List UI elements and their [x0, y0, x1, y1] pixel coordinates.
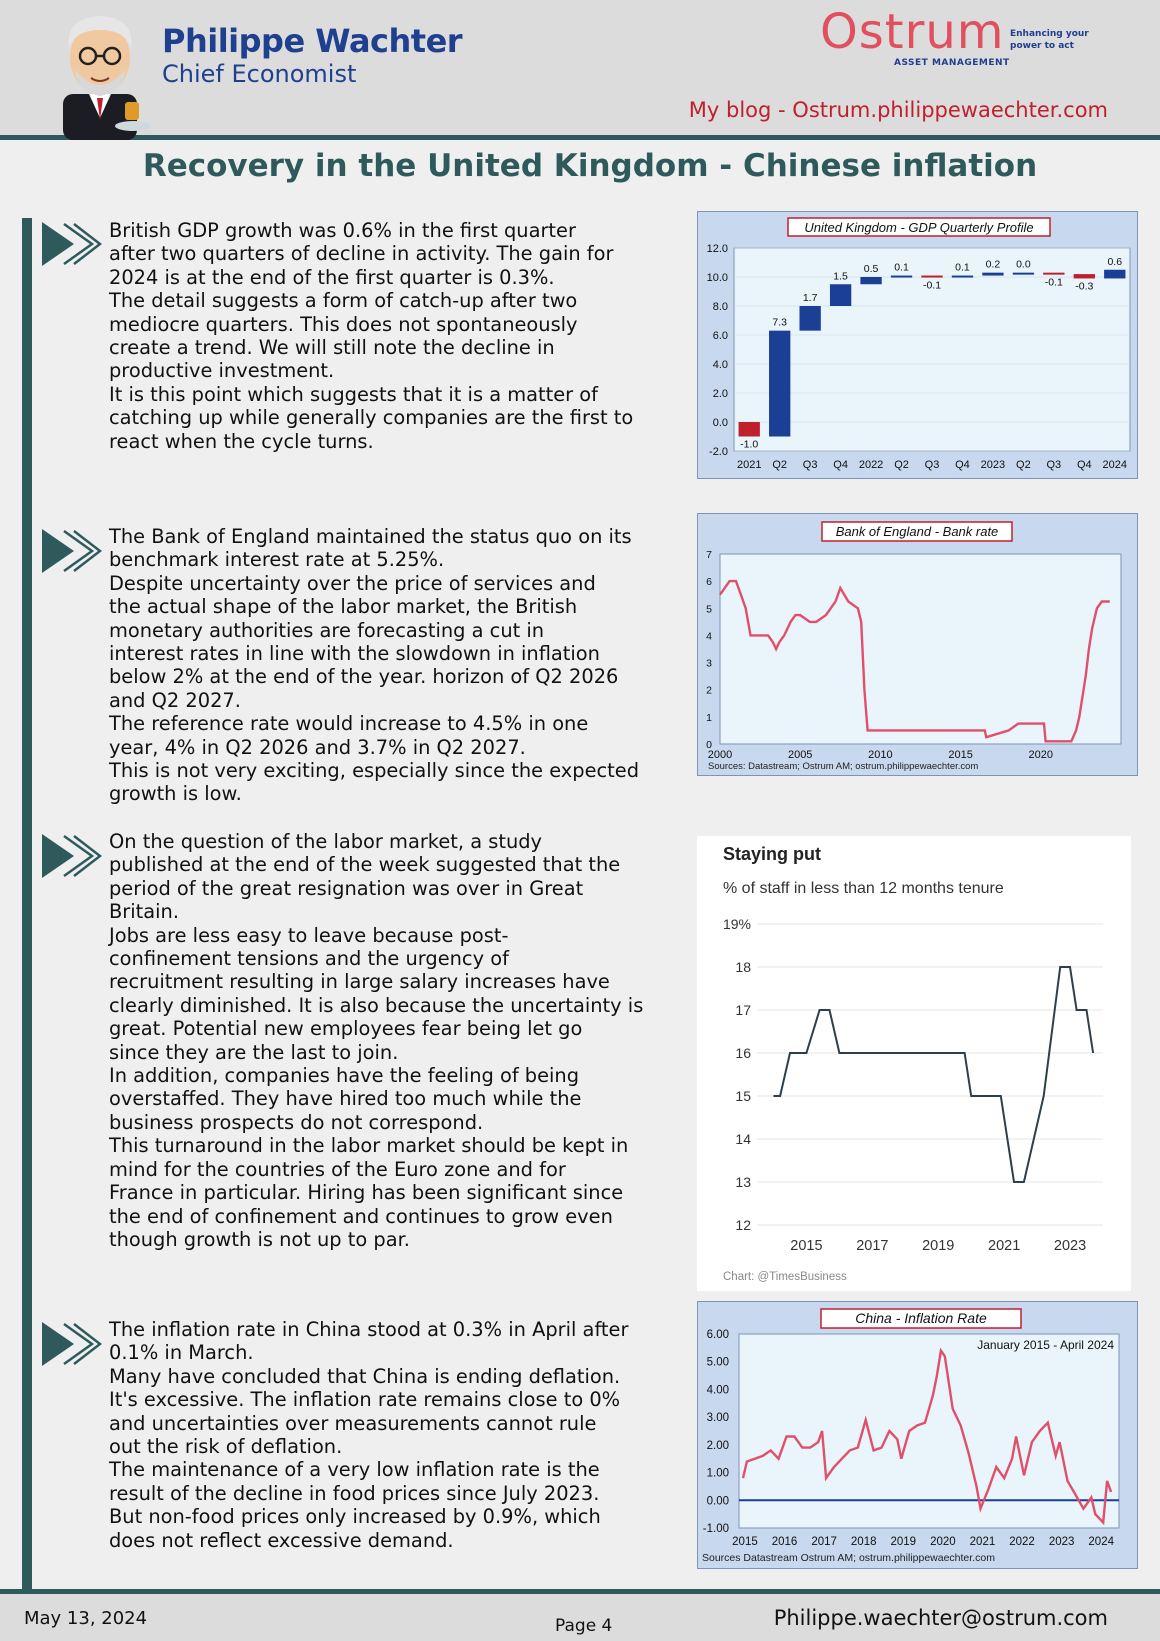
- text-line: 2024 is at the end of the first quarter is 0.3%.: [109, 265, 555, 289]
- x-tick-label: 2022: [1009, 1536, 1035, 1548]
- text-line: the end of confinement and continues to grow even: [109, 1204, 613, 1228]
- y-tick-label: 5: [706, 603, 712, 616]
- x-tick-label: 2019: [922, 1238, 955, 1254]
- x-tick-label: 2015: [948, 749, 973, 761]
- y-tick-label: 3: [706, 657, 712, 670]
- text-line: productive investment.: [109, 359, 335, 383]
- page-title: Recovery in the United Kingdom - Chinese inflation: [142, 148, 1038, 184]
- y-tick-label: 1.00: [706, 1467, 729, 1480]
- chart-uk-gdp-svg: [698, 212, 1137, 478]
- y-tick-label: 14: [735, 1131, 751, 1147]
- y-tick-label: 6.0: [712, 330, 728, 342]
- text-line: growth is low.: [109, 782, 242, 806]
- text-line: On the question of the labor market, a study: [109, 830, 543, 853]
- text-line: since they are the last to join.: [109, 1040, 399, 1064]
- text-line: below 2% at the end of the year. horizon of Q2 2026: [109, 665, 619, 689]
- y-tick-label: 16: [735, 1045, 751, 1061]
- footer-date: May 13, 2024: [24, 1608, 148, 1629]
- chart-china-inflation: [697, 1301, 1138, 1569]
- y-tick-label: 4.0: [712, 359, 728, 371]
- footer-page-number: Page 4: [555, 1616, 613, 1636]
- y-tick-label: 5.00: [706, 1356, 729, 1369]
- bar: [830, 284, 851, 306]
- header: [0, 0, 1160, 140]
- x-tick-label: 2022: [858, 459, 884, 471]
- y-tick-label: 4: [706, 630, 712, 643]
- y-tick-label: 19%: [722, 916, 751, 932]
- x-tick-label: 2020: [1028, 749, 1054, 761]
- y-tick-label: 0: [706, 739, 712, 751]
- section-text-uk-gdp: [109, 219, 664, 453]
- x-tick-label: 2018: [850, 1536, 877, 1548]
- text-line: British GDP growth was 0.6% in the first quarter: [109, 219, 576, 242]
- x-tick-label: Q2: [772, 459, 788, 471]
- x-tick-label: 2017: [811, 1536, 837, 1548]
- chart-staying-put: [697, 836, 1131, 1291]
- y-tick-label: -1.00: [702, 1523, 729, 1535]
- x-tick-label: 2005: [787, 749, 813, 761]
- bar: [921, 276, 942, 278]
- chevron-arrow-icon: [40, 218, 102, 270]
- logo-subtitle: ASSET MANAGEMENT: [894, 58, 1010, 68]
- x-tick-label: Q3: [802, 459, 818, 471]
- text-line: Jobs are less easy to leave because post-: [109, 923, 509, 947]
- chevron-arrow-icon: [40, 830, 102, 882]
- y-tick-label: 7: [706, 549, 712, 561]
- bar: [1043, 273, 1064, 275]
- text-line: catching up while generally companies are the first to: [109, 406, 634, 430]
- plot-area: [720, 554, 1121, 744]
- data-label: 1.5: [833, 270, 848, 283]
- chart-uk-gdp: [697, 211, 1138, 479]
- text-line: monetary authorities are forecasting a cut in: [109, 618, 545, 642]
- data-label: -0.3: [1075, 280, 1094, 293]
- text-line: though growth is not up to par.: [109, 1227, 410, 1251]
- text-line: Britain.: [109, 900, 179, 924]
- text-line: recruitment resulting in large salary increases have: [109, 970, 610, 994]
- chart-source: Chart: @TimesBusiness: [723, 1271, 847, 1283]
- chart-china-inflation-svg: [698, 1302, 1137, 1568]
- chevron-arrow-icon: [40, 525, 102, 577]
- author-name: Philippe Wachter: [162, 22, 463, 60]
- text-line: mind for the countries of the Euro zone and for: [109, 1157, 566, 1181]
- data-label: 0.1: [955, 261, 970, 274]
- x-tick-label: 2020: [930, 1536, 956, 1548]
- left-accent-bar: [22, 218, 32, 1590]
- data-label: -0.1: [922, 279, 942, 292]
- chart-subtitle: % of staff in less than 12 months tenure: [723, 880, 1004, 897]
- data-label: 0.5: [863, 263, 879, 275]
- x-tick-label: Q4: [1076, 459, 1092, 471]
- chart-title: Staying put: [723, 844, 821, 864]
- logo-tagline: Enhancing your power to act: [1010, 29, 1089, 51]
- chart-title: China - Inflation Rate: [855, 1310, 987, 1326]
- chart-title: United Kingdom - GDP Quarterly Profile: [804, 220, 1034, 235]
- x-tick-label: 2021: [988, 1238, 1021, 1254]
- text-line: and uncertainties over measurements cannot rule: [109, 1411, 597, 1435]
- y-tick-label: 0.0: [712, 417, 728, 429]
- data-label: 7.3: [772, 316, 787, 329]
- y-tick-label: 17: [735, 1002, 751, 1018]
- chevron-arrow-icon: [40, 1318, 102, 1370]
- series-line: [774, 967, 1094, 1182]
- text-line: In addition, companies have the feeling of being: [109, 1064, 580, 1088]
- text-line: The inflation rate in China stood at 0.3% in April after: [109, 1318, 629, 1341]
- bar: [860, 277, 881, 284]
- x-tick-label: 2024: [1088, 1536, 1115, 1548]
- bar: [769, 331, 790, 437]
- x-tick-label: 2000: [707, 749, 733, 761]
- author-role: Chief Economist: [162, 60, 357, 88]
- text-line: clearly diminished. It is also because the uncertainty is: [109, 993, 644, 1017]
- text-line: interest rates in line with the slowdown in inflation: [109, 642, 600, 666]
- text-line: the actual shape of the labor market, the British: [109, 595, 578, 619]
- text-line: benchmark interest rate at 5.25%.: [109, 548, 445, 572]
- chart-staying-put-svg: [697, 836, 1131, 1291]
- x-tick-label: Q2: [1016, 459, 1031, 471]
- text-line: year, 4% in Q2 2026 and 3.7% in Q2 2027.: [109, 735, 526, 759]
- text-line: France in particular. Hiring has been significant since: [109, 1181, 624, 1205]
- bar: [1013, 273, 1034, 275]
- text-line: result of the decline in food prices since July 2023.: [109, 1481, 600, 1505]
- y-tick-label: -2.0: [709, 446, 728, 458]
- y-tick-label: 12.0: [706, 243, 728, 255]
- text-line: overstaffed. They have hired too much while the: [109, 1087, 582, 1111]
- x-tick-label: 2023: [1053, 1238, 1087, 1254]
- x-tick-label: Q3: [1046, 459, 1062, 471]
- data-label: 1.7: [802, 292, 818, 304]
- y-tick-label: 2: [706, 684, 712, 697]
- footer: [0, 1589, 1160, 1641]
- footer-email[interactable]: Philippe.waechter@ostrum.com: [773, 1606, 1108, 1630]
- text-line: after two quarters of decline in activity. The gain for: [109, 242, 614, 266]
- text-line: Despite uncertainty over the price of services and: [109, 571, 596, 595]
- text-line: react when the cycle turns.: [109, 429, 374, 453]
- text-line: confinement tensions and the urgency of: [109, 947, 509, 971]
- text-line: The reference rate would increase to 4.5% in one: [109, 712, 589, 736]
- text-line: It is this point which suggests that it is a matter of: [109, 382, 598, 406]
- y-tick-label: 1: [706, 711, 712, 724]
- data-label: 0.1: [894, 261, 909, 274]
- x-tick-label: 2024: [1102, 459, 1128, 471]
- text-line: and Q2 2027.: [109, 688, 241, 712]
- text-line: period of the great resignation was over in Great: [109, 876, 584, 900]
- text-line: The Bank of England maintained the status quo on its: [109, 525, 632, 548]
- text-line: does not reflect excessive demand.: [109, 1528, 454, 1552]
- ostrum-logo: [820, 4, 1089, 74]
- x-tick-label: Q4: [955, 459, 970, 471]
- plot-area: [734, 248, 1130, 451]
- x-tick-label: 2015: [732, 1536, 758, 1548]
- y-tick-label: 15: [735, 1088, 751, 1104]
- text-line: The detail suggests a form of catch-up after two: [109, 289, 578, 313]
- chart-title: Bank of England - Bank rate: [835, 524, 999, 539]
- bar: [1104, 270, 1125, 279]
- avatar-illustration: [45, 8, 155, 140]
- x-tick-label: Q2: [894, 459, 909, 471]
- text-line: The maintenance of a very low inflation rate is the: [109, 1458, 600, 1482]
- y-tick-label: 4.00: [706, 1384, 729, 1397]
- bar: [982, 273, 1003, 276]
- data-label: 0.2: [985, 258, 1001, 271]
- text-line: business prospects do not correspond.: [109, 1110, 484, 1134]
- x-tick-label: 2010: [868, 749, 893, 761]
- bar: [1074, 274, 1095, 278]
- chart-boe-rate: [697, 513, 1138, 776]
- text-line: This turnaround in the labor market should be kept in: [109, 1134, 629, 1158]
- x-tick-label: Q3: [924, 459, 940, 471]
- bar: [799, 306, 820, 331]
- text-line: mediocre quarters. This does not spontaneously: [109, 312, 578, 336]
- x-tick-label: 2016: [771, 1536, 798, 1548]
- text-line: But non-food prices only increased by 0.9%, which: [109, 1505, 601, 1529]
- chart-annotation: January 2015 - April 2024: [977, 1338, 1114, 1352]
- text-line: It's excessive. The inflation rate remains close to 0%: [109, 1388, 621, 1412]
- y-tick-label: 10.0: [706, 272, 728, 284]
- text-line: great. Potential new employees fear being let go: [109, 1017, 583, 1041]
- x-tick-label: 2023: [1048, 1536, 1075, 1548]
- y-tick-label: 0.00: [706, 1495, 729, 1508]
- text-line: This is not very exciting, especially since the expected: [109, 759, 640, 783]
- x-tick-label: 2019: [890, 1536, 917, 1548]
- data-label: -0.1: [1044, 276, 1063, 289]
- y-tick-label: 6.00: [706, 1329, 729, 1341]
- x-tick-label: 2021: [969, 1536, 996, 1548]
- plot-area: [739, 1334, 1119, 1528]
- text-line: create a trend. We will still note the decline in: [109, 336, 555, 360]
- y-tick-label: 2.00: [706, 1439, 729, 1452]
- chart-source: Sources: Datastream; Ostrum AM; ostrum.philippewaechter.com: [708, 761, 979, 772]
- logo-wordmark: Ostrum: [820, 4, 1005, 60]
- section-text-boe-rate: [109, 525, 664, 806]
- text-line: out the risk of deflation.: [109, 1435, 343, 1459]
- data-label: -1.0: [740, 438, 759, 451]
- x-tick-label: 2021: [736, 459, 762, 471]
- y-tick-label: 12: [735, 1217, 751, 1233]
- chart-source: Sources Datastream Ostrum AM; ostrum.philippewaechter.com: [702, 1552, 995, 1564]
- text-line: Many have concluded that China is ending deflation.: [109, 1364, 621, 1388]
- y-tick-label: 2.0: [712, 388, 728, 400]
- section-text-china-inflation: [109, 1318, 664, 1552]
- chart-boe-rate-svg: [698, 514, 1137, 775]
- x-tick-label: 2023: [980, 459, 1006, 471]
- x-tick-label: 2017: [856, 1238, 889, 1254]
- y-tick-label: 8.0: [712, 301, 728, 313]
- text-line: published at the end of the week suggested that the: [109, 853, 621, 877]
- blog-link[interactable]: My blog - Ostrum.philippewaechter.com: [688, 98, 1108, 122]
- bar: [891, 276, 912, 278]
- y-tick-label: 13: [735, 1174, 751, 1190]
- y-tick-label: 18: [735, 959, 751, 975]
- data-label: 0.6: [1107, 255, 1123, 268]
- y-tick-label: 3.00: [706, 1412, 729, 1425]
- x-tick-label: 2015: [790, 1238, 823, 1254]
- y-tick-label: 6: [706, 576, 712, 589]
- bar: [952, 276, 973, 278]
- section-text-labor-market: [109, 830, 664, 1251]
- x-tick-label: Q4: [833, 459, 848, 471]
- data-label: 0.0: [1016, 258, 1031, 271]
- bar: [739, 422, 760, 437]
- text-line: 0.1% in March.: [109, 1341, 254, 1365]
